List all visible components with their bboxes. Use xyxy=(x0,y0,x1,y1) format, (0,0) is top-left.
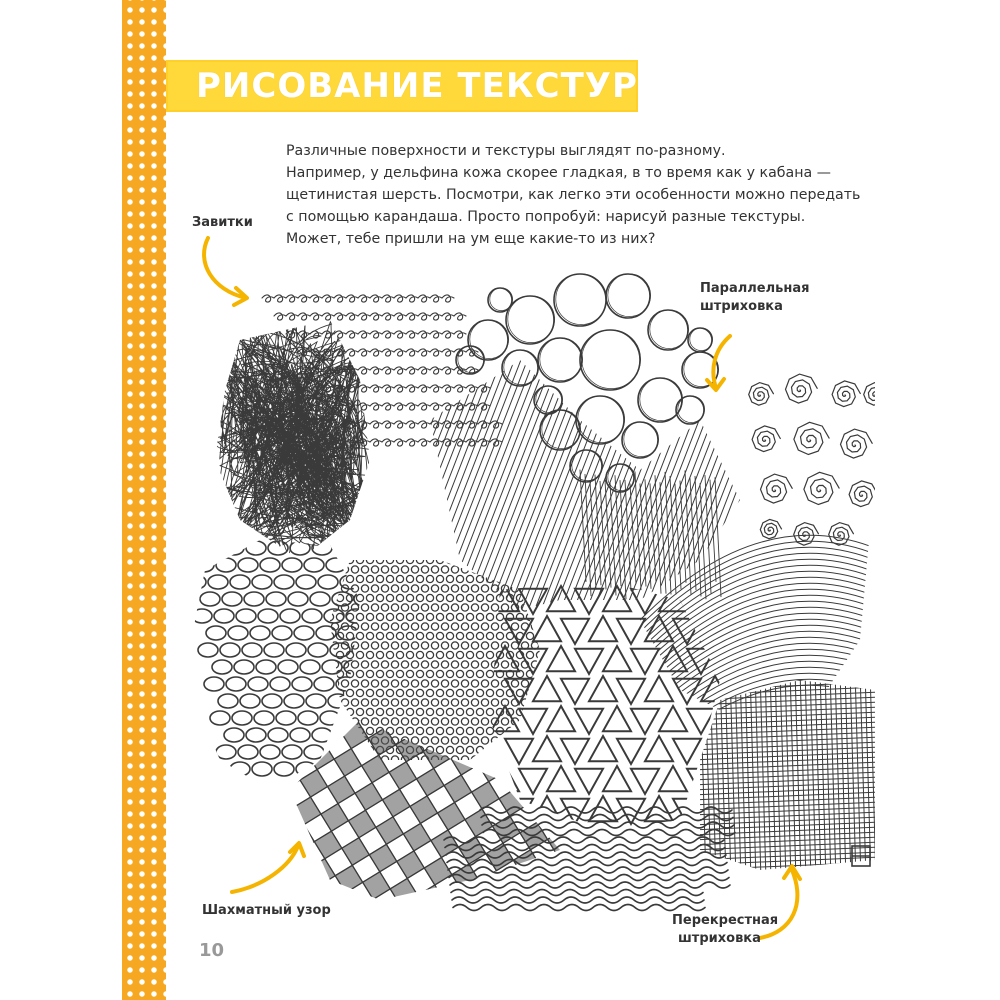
label-curls: Завитки xyxy=(192,215,253,230)
triangles-texture xyxy=(491,586,729,824)
texture-strokes xyxy=(180,274,901,1000)
label-line: штриховка xyxy=(700,299,783,314)
intro-line: Может, тебе пришли на ум еще какие-то из них? xyxy=(286,231,656,247)
label-parallel-hatching xyxy=(700,280,809,316)
page-title: РИСОВАНИЕ ТЕКСТУР xyxy=(196,66,638,106)
page-number: 10 xyxy=(199,940,225,961)
intro-line: Например, у дельфина кожа скорее гладкая, в то время как у кабана — xyxy=(286,165,831,181)
label-line: Перекрестная xyxy=(672,913,779,928)
intro-line: щетинистая шерсть. Посмотри, как легко эти особенности можно передать xyxy=(286,187,861,203)
checker-arrow-icon xyxy=(232,846,298,892)
label-cross-hatching xyxy=(672,912,778,948)
spirals-texture xyxy=(749,374,889,545)
label-line: штриховка xyxy=(678,931,761,946)
intro-line: с помощью карандаша. Просто попробуй: нарисуй разные текстуры. xyxy=(286,209,806,225)
intro-line: Различные поверхности и текстуры выглядят по-разному. xyxy=(286,143,726,159)
label-line: Параллельная xyxy=(700,281,810,296)
label-checker: Шахматный узор xyxy=(202,903,331,918)
waves-texture xyxy=(444,807,735,911)
